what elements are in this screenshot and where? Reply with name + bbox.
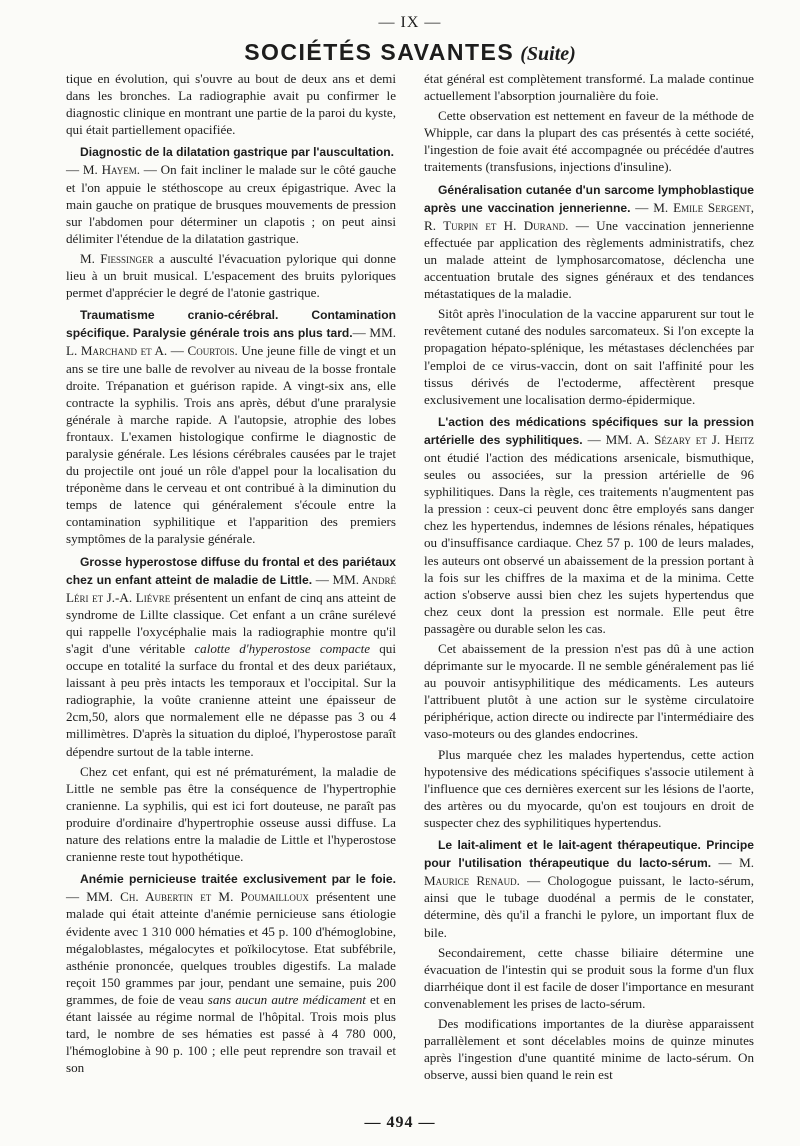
article-heading: Anémie pernicieuse traitée exclusivement par le foie. bbox=[80, 872, 396, 887]
paragraph: Chez cet enfant, qui est né prématurément, la maladie de Little ne semble pas être la conséquence de l'hypertrophie cranienne. La syphilis, qui est ici fort douteuse, ne paraît pas produire d'ordinaire d'hypertrophie osseuse aussi diffuse. La nature des relations entre la maladie de Little et l'hyperostose cranienne reste tout hypothétique. bbox=[66, 763, 396, 865]
paragraph: Cet abaissement de la pression n'est pas dû à une action déprimante sur le myocarde. Il ne semble généralement pas lié au pouvoir antisyphilitique des médicaments. Les auteurs l'attribuent plutôt à une action sur le système circulatoire périphérique, action directe ou indirecte par l'intermédiaire des vaso-moteurs ou des glandes endocrines. bbox=[424, 641, 754, 742]
italic-phrase: calotte d'hyperostose compacte bbox=[194, 641, 371, 656]
article-hyperostose bbox=[66, 553, 396, 760]
article-author: — MM. André Léri et J.-A. Liévre bbox=[66, 571, 396, 605]
article-author: — MM. L. Marchand et A. — Courtois. bbox=[66, 325, 396, 359]
paragraph bbox=[66, 250, 396, 301]
article-pression bbox=[424, 413, 754, 637]
article-heading: Grosse hyperostose diffuse du frontal et des pariétaux chez un enfant atteint de maladie de Little. bbox=[66, 554, 396, 587]
section-title: SOCIÉTÉS SAVANTES bbox=[244, 39, 515, 65]
article-text: présentent une malade qui était atteinte d'anémie pernicieuse sans étiologie évidente avec 1 310 000 hématies et 45 p. 100 d'hémoglobine, mégaloblastes, mégalocytes et poïkilocytose. Etat subfébrile, asthénie prononcée, quelques troubles digestifs. La malade reçoit 150 grammes par jour, pendant une semaine, puis 200 grammes, de foie de veau bbox=[66, 889, 396, 1007]
roman-page-number: — IX — bbox=[378, 14, 442, 31]
article-heading: Le lait-aliment et le lait-agent thérapeutique. Principe pour l'utilisation thérapeutique du lacto-sérum. bbox=[424, 838, 754, 871]
paragraph: Cette observation est nettement en faveur de la méthode de Whipple, car dans la plupart des cas présentés à cette société, l'ingestion de foie avait été accompagnée ou précédée d'autres traitements (transfusions, injections d'insuline). bbox=[424, 108, 754, 175]
article-heading: Traumatisme cranio-cérébral. Contamination spécifique. Paralysie générale trois ans plus tard. bbox=[66, 308, 396, 341]
paragraph: Plus marquée chez les malades hypertendus, cette action hypotensive des médications spécifiques s'associe utilement à l'influence que ces dernières exercent sur les lésions de l'aorte, des artères ou du myocarde, qu'on est toujours en droit de suspecter chez des syphilitiques hypertendus. bbox=[424, 746, 754, 830]
article-author: M. Fiessinger bbox=[80, 250, 154, 266]
article-anemie bbox=[66, 870, 396, 1076]
paragraph: Secondairement, cette chasse biliaire détermine une évacuation de l'intestin qui se produit sous la forme d'un flux diarrhéique dont il est facile de doser l'importance en mesurant convenablement les prises de lacto-sérum. bbox=[424, 944, 754, 1011]
paragraph: Sitôt après l'inoculation de la vaccine apparurent sur tout le revêtement cutané des nodules sarcomateux. Si l'on excepte la propagation hépato-splénique, les métastases déclenchées par l'emploi de ce virus-vaccin, dont on sait l'affinité pour les tissus dérivés de l'ectoderme, affectèrent presque exclusivement une localisation dermo-épidermique. bbox=[424, 306, 754, 407]
article-text: — Chologogue puissant, le lacto-sérum, ainsi que le tubage duodénal a permis de le constater, détermine, dès qu'il a franchi le pylore, un important flux de bile. bbox=[424, 873, 754, 940]
article-author: — M. Maurice Renaud. bbox=[424, 855, 754, 889]
article-sarcome bbox=[424, 181, 754, 303]
article-heading: Généralisation cutanée d'un sarcome lymphoblastique après une vaccination jennerienne. bbox=[424, 182, 754, 215]
article-text: Une jeune fille de vingt et un ans se tire une balle de revolver au niveau de la bosse frontale droite. Trépanation et guérison rapide. A vingt-six ans, elle contracte la syphilis. Trois ans après, début d'une praralysie générale à marche rapide. A l'autopsie, atrophie des lobes frontaux. L'examen histologique confirme le diagnostic de paralysie générale. Les lésions cérébrales causées par le trajet du projectile ont joué un rôle d'appel pour la localisation du tréponème dans le cerveau et ont contribué à la diminution du temps de latence qui généralement s'écoule entre la contamination syphilitique et l'apparition des premiers symptômes de la paralysie générale. bbox=[66, 343, 396, 547]
paragraph: tique en évolution, qui s'ouvre au bout de deux ans et demi dans les bronches. La radiographie avait pu confirmer le diagnostic clinique en montrant une partie de la paroi du kyste, qui était partiellement opacifiée. bbox=[66, 71, 396, 138]
paragraph: état général est complètement transformé. La malade continue actuellement l'absorption journalière du foie. bbox=[424, 71, 754, 104]
article-text: qui occupe en totalité la surface du frontal et des deux pariétaux, laissant à peu près intacts les temporaux et l'occipital. Sur la radiographie, la voûte cranienne atteint une épaisseur de 2cm,50, alors que normalement elle ne dépasse pas 3 ou 4 millimètres. D'après la situation du diploé, l'hyperostose paraît dépendre surtout de la table interne. bbox=[66, 641, 396, 759]
article-heading: L'action des médications spécifiques sur la pression artérielle des syphilitiques. bbox=[424, 414, 754, 447]
article-author: — M. Hayem. bbox=[66, 162, 140, 178]
page-folio: — 494 — bbox=[364, 1114, 436, 1131]
right-column bbox=[424, 70, 754, 1086]
article-text: — On fait incliner le malade sur le côté gauche et l'on appuie le stéthoscope au creux épigastrique. Avec la main gauche on pratique de brusques mouvements de pression sur l'abdomen pour déterminer un clapotis ; on peut ainsi délimiter l'étendue de la dilatation gastrique. bbox=[66, 162, 397, 246]
left-column bbox=[66, 70, 396, 1086]
article-text: ont étudié l'action des médications arsenicale, bismuthique, seules ou associées, sur la pression artérielle de 96 syphilitiques. Dans la règle, ces traitements n'augmentent pas la pression : ceux-ci peuvent donc être employés sans danger chez les hypertendus, indemnes de lésions rénales, hépatiques ou d'insuffisance cardiaque. Chez 57 p. 100 de leurs malades, les auteurs ont observé un abaissement de la pression portant à la fois sur les chiffres de la maxima et de la minima. Cette action s'observe aussi bien chez les sujets hypertendus que chez ceux dont la pression est normale. Elle peut être passagère ou durable selon les cas. bbox=[424, 449, 754, 636]
article-dilatation bbox=[66, 143, 396, 247]
article-text: — Une vaccination jennerienne effectuée par application des règlements administratifs, chez un malade atteint de lymphosarcomatose, déclencha une accentuation brutale des signes généraux et des tendances métastatiques de la maladie. bbox=[424, 217, 754, 302]
article-text: a ausculté l'évacuation pylorique qui donne lieu à un bruit musical. L'espacement des bruits pyloriques permet d'apprécier le degré de l'atonie gastrique. bbox=[66, 250, 396, 301]
article-heading: Diagnostic de la dilatation gastrique par l'auscultation. bbox=[80, 145, 395, 160]
article-author: — MM. Ch. Aubertin et M. Poumailloux bbox=[66, 889, 309, 905]
article-author: — M. Emile Sergent, R. Turpin et H. Durand. bbox=[424, 199, 754, 233]
article-text: et en étant laissée au régime normal de l'hôpital. Trois mois plus tard, le nombre de ses hématies est passé à 4 780 000, l'hémoglobine à 90 p. 100 ; elle peut reprendre son travail et son bbox=[66, 991, 396, 1076]
section-suite: (Suite) bbox=[520, 43, 576, 65]
article-lait bbox=[424, 836, 754, 941]
section-banner bbox=[66, 36, 754, 68]
article-text: présentent un enfant de cinq ans atteint de syndrome de Lillte classique. Cet enfant a un crâne surélevé qui rappelle l'oxycéphalie mais la radiographie montre qu'il s'agit d'une véritable bbox=[66, 589, 396, 656]
italic-phrase: sans aucun autre médicament bbox=[207, 991, 366, 1007]
text-columns bbox=[66, 70, 754, 1086]
article-author: — MM. A. Sézary et J. Heitz bbox=[582, 431, 755, 447]
article-traumatisme bbox=[66, 306, 396, 547]
paragraph: Des modifications importantes de la diurèse apparaissent parrallèlement et sont décelables moins de quinze minutes après l'ingestion d'une quantité minime de lacto-sérum. On observe, aussi bien quand le rein est bbox=[424, 1015, 754, 1083]
